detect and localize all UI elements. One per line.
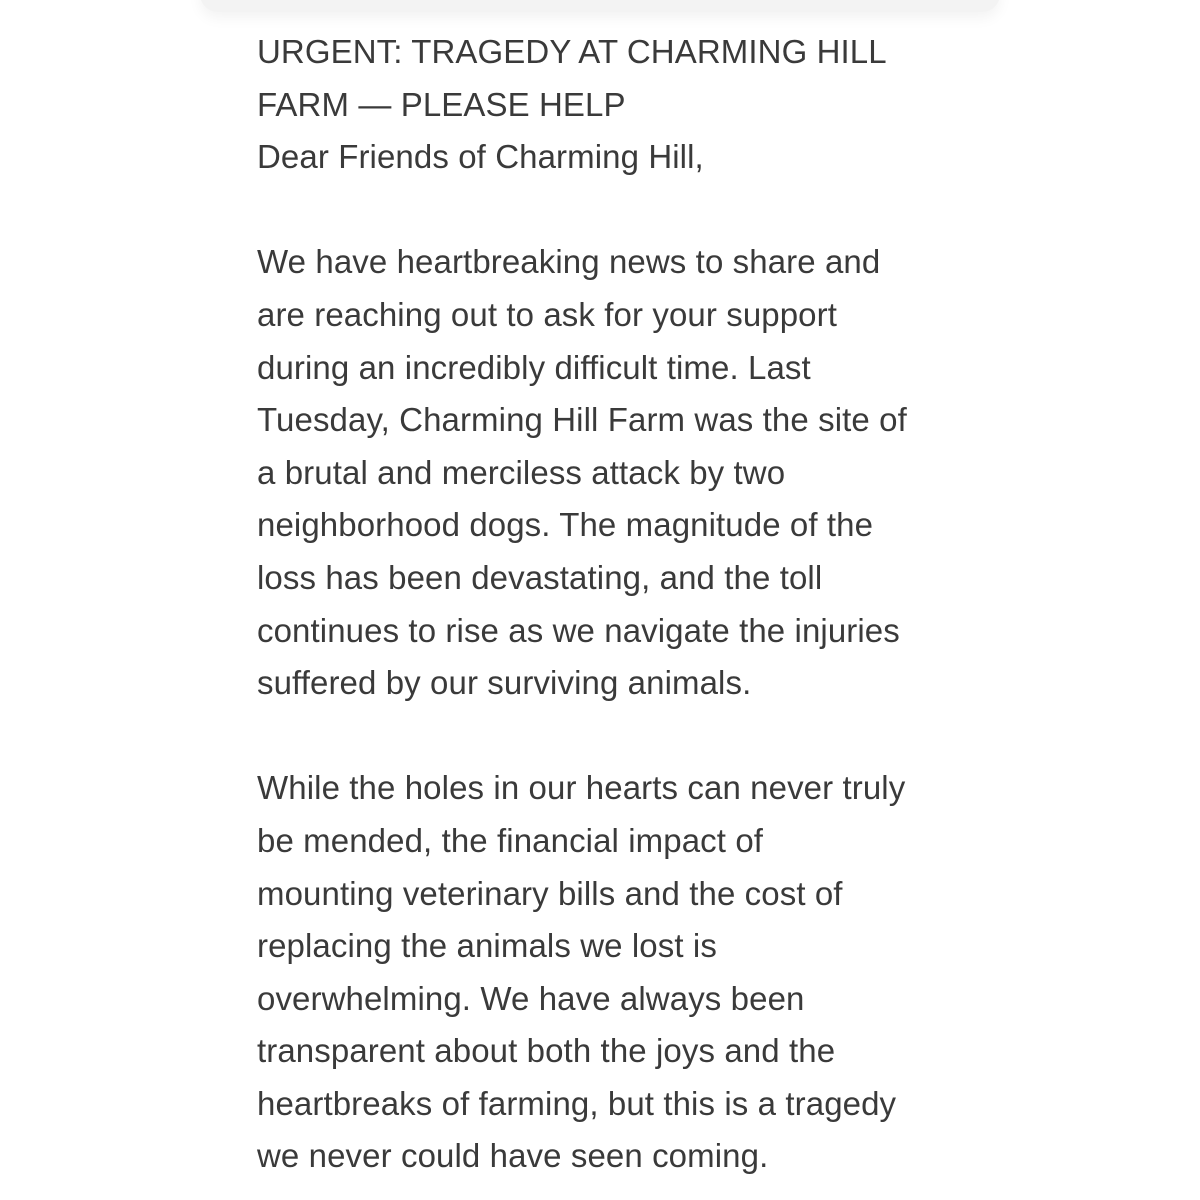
message-body	[257, 26, 957, 1183]
message-title: URGENT: TRAGEDY AT CHARMING HILL FARM — PLEASE HELP	[257, 33, 887, 123]
paragraph-gap	[257, 710, 957, 763]
top-bar-edge	[200, 0, 1000, 12]
paragraph-2: While the holes in our hearts can never truly be mended, the financial impact of mounting veterinary bills and the cost of replacing the animals we lost is overwhelming. We have always been transparent about both the joys and the heartbreaks of farming, but this is a tragedy we never could have seen coming.	[257, 769, 906, 1175]
paragraph-1: We have heartbreaking news to share and are reaching out to ask for your support during an incredibly difficult time. Last Tuesday, Charming Hill Farm was the site of a brutal and merciless attack by two neighborhood dogs. The magnitude of the loss has been devastating, and the toll continues to rise as we navigate the injuries suffered by our surviving animals.	[257, 243, 907, 702]
salutation: Dear Friends of Charming Hill,	[257, 138, 704, 176]
paragraph-gap	[257, 184, 957, 237]
